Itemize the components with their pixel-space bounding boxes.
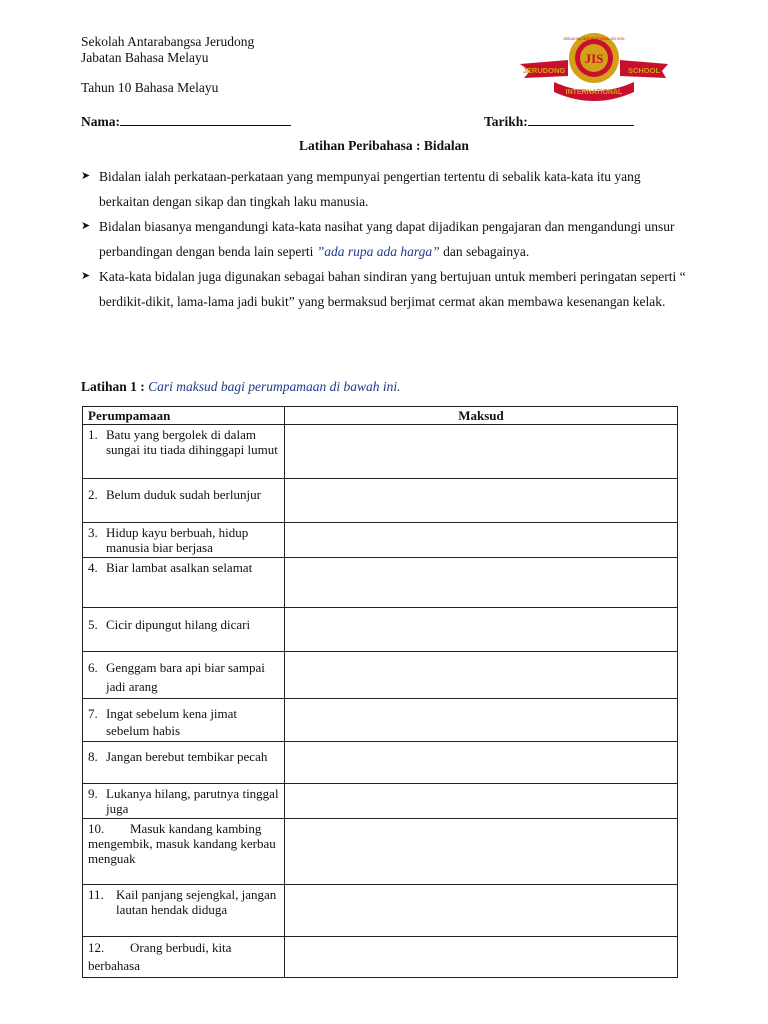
answer-cell[interactable] [285,479,678,523]
date-blank-line[interactable] [528,112,634,126]
name-label: Nama: [81,114,120,129]
answer-cell[interactable] [285,652,678,699]
answer-cell[interactable] [285,742,678,784]
department-name: Jabatan Bahasa Melayu [81,50,209,65]
answer-cell[interactable] [285,558,678,608]
answer-cell[interactable] [285,699,678,742]
logo-left-text: JERUDONG [522,66,566,75]
table-row [83,742,678,784]
note-item: ➤ Kata-kata bidalan juga digunakan sebagai bahan sindiran yang bertujuan untuk memberi peringatan seperti “ berdikit-dikit, lama-lama jadi bukit” yang bermaksud berjimat cermat akan membawa kesenangan kelak. [81,264,693,314]
proverb-cell: 7. Ingat sebelum kena jimat sebelum habis [83,699,285,742]
proverb-cell: 6. Genggam bara api biar sampai jadi arang [83,652,285,699]
proverb-cell: 4. Biar lambat asalkan selamat [83,558,285,608]
proverb-cell: 10. Masuk kandang kambing mengembik, masuk kandang kerbau menguak [83,819,285,885]
table-row [83,479,678,523]
table-row [83,425,678,479]
arrow-bullet-icon: ➤ [81,170,91,182]
proverb-table [82,406,678,978]
proverb-cell: 11. Kail panjang sejengkal, jangan lautan hendak diduga [83,885,285,937]
proverb-cell: 12. Orang berbudi, kita berbahasa [83,937,285,978]
answer-cell[interactable] [285,819,678,885]
table-header-row [83,407,678,425]
proverb-cell: 3. Hidup kayu berbuah, hidup manusia biar berjasa [83,523,285,558]
date-field [484,112,634,130]
column-header-perumpamaan: Perumpamaan [83,407,285,425]
logo-right-text: SCHOOL [627,66,661,75]
proverb-cell: 5. Cicir dipungut hilang dicari [83,608,285,652]
table-row [83,558,678,608]
answer-cell[interactable] [285,784,678,819]
class-label: Tahun 10 Bahasa Melayu [81,80,219,95]
table-row [83,608,678,652]
table-row [83,819,678,885]
table-row [83,523,678,558]
logo-arc-text: JERUDONG INTERNATIONAL SCHOOL [563,37,625,41]
school-name: Sekolah Antarabangsa Jerudong [81,34,255,49]
notes-list [81,164,693,314]
answer-cell[interactable] [285,885,678,937]
answer-cell[interactable] [285,425,678,479]
arrow-bullet-icon: ➤ [81,220,91,232]
exercise-heading [81,379,401,395]
table-row [83,699,678,742]
proverb-cell: 2. Belum duduk sudah berlunjur [83,479,285,523]
proverb-cell: 1. Batu yang bergolek di dalam sungai itu tiada dihinggapi lumut [83,425,285,479]
example-phrase: ”ada rupa ada harga” [316,244,440,259]
school-header [81,34,254,66]
exercise-label: Latihan 1 : [81,379,145,394]
date-label: Tarikh: [484,114,528,129]
table-row [83,937,678,978]
logo-bottom-text: INTERNATIONAL [565,89,623,96]
column-header-maksud: Maksud [285,407,678,425]
name-field [81,112,291,130]
logo-initials: JIS [584,51,604,66]
worksheet-title: Latihan Peribahasa : Bidalan [299,138,469,153]
arrow-bullet-icon: ➤ [81,270,91,282]
school-logo [516,30,672,104]
name-blank-line[interactable] [120,112,291,126]
note-item: ➤ Bidalan ialah perkataan-perkataan yang mempunyai pengertian tertentu di sebalik kata-kata itu yang berkaitan dengan sikap dan tingkah laku manusia. [81,164,693,214]
table-row [83,652,678,699]
exercise-instruction: Cari maksud bagi perumpamaan di bawah ini. [148,379,401,394]
note-item: ➤ Bidalan biasanya mengandungi kata-kata nasihat yang dapat dijadikan pengajaran dan mengandungi unsur perbandingan dengan benda lain seperti ”ada rupa ada harga” dan sebagainya. [81,214,693,264]
answer-cell[interactable] [285,937,678,978]
proverb-cell: 9. Lukanya hilang, parutnya tinggal juga [83,784,285,819]
table-row [83,784,678,819]
answer-cell[interactable] [285,608,678,652]
proverb-cell: 8. Jangan berebut tembikar pecah [83,742,285,784]
answer-cell[interactable] [285,523,678,558]
table-row [83,885,678,937]
